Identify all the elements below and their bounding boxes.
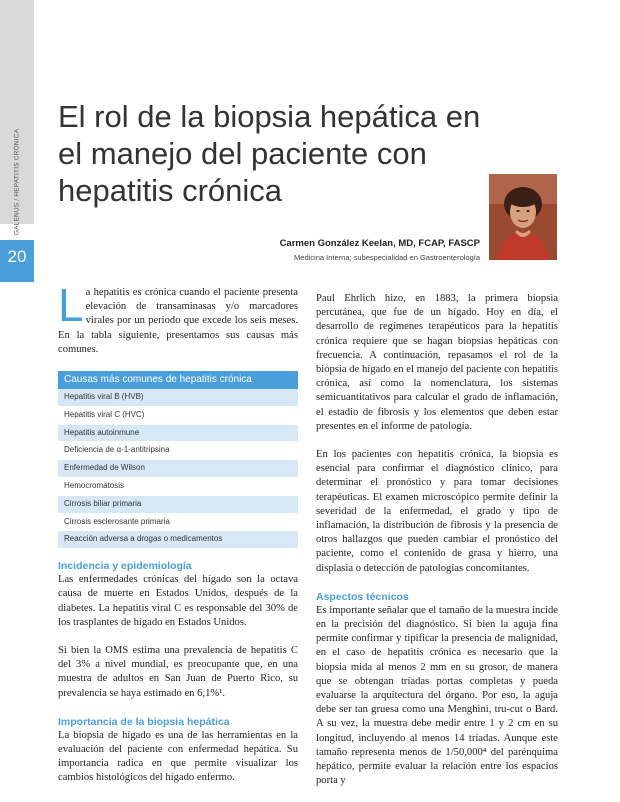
table-row: Cirrosis esclerosante primaria	[58, 514, 298, 532]
table-row: Reacción adversa a drogas o medicamentos	[58, 531, 298, 549]
causes-table	[58, 371, 298, 549]
heading-aspectos: Aspectos técnicos	[316, 590, 409, 603]
intro-text: a hepatitis es crónica cuando el paciente presenta elevación de transaminasas y/o marcadores virales por un periodo que excede los seis meses. En la tabla siguiente, presentamos sus causas más comunes.	[58, 287, 298, 355]
right-paragraph-1: Paul Ehrlich hizo, en 1883, la primera biopsia percutánea, que fue de un hígado. Hoy en día, el desarrollo de regímenes terapéuticos para la hepatitis crónica requiere que se hagan biopsias hepáticas con frecuencia. A continuación, repasamos el rol de la biopsia de hígado en el manejo del paciente con hepatitis crónica, así como la nomenclatura, los sistemas semicuantitativos para calcular el grado de inflamación, el estadio de fibrosis y los elementos que deben estar presentes en el informe de patología.	[316, 293, 558, 432]
table-row: Hemocromatosis	[58, 478, 298, 496]
author-name: Carmen González Keelan, MD, FCAP, FASCP	[279, 238, 480, 249]
table-row: Deficiencia de α-1-antitripsina	[58, 442, 298, 460]
section-label: GALENUS / HEPATITIS CRÓNICA	[13, 128, 21, 236]
dropcap: L	[58, 279, 84, 331]
aspectos-paragraph-1: Es importante señalar que el tamaño de la muestra incide en la precisión del diagnóstico. Si bien la aguja fina permite confirmar y tipificar la presencia de malignidad, en el caso de hepatitis crónica es necesario que la biopsia mida al menos 2 mm en su grosor, de manera que se obtengan tríadas portas completas y pueda evaluarse la arquitectura del órgano. Por eso, la aguja debe ser tan gruesa como una Menghini, tru-cut o Bard. A su vez, la muestra debe medir entre 1 y 2 cm en su longitud, incluyendo al menos 14 tríadas. Aunque este tamaño representa menos de 1/50,000⁴ del parénquima hepático, permite evaluar la relación entre los espacios porta y	[316, 604, 558, 787]
article-title: El rol de la biopsia hepática en el manejo del paciente con hepatitis crónica	[58, 99, 481, 208]
right-column	[316, 292, 558, 789]
author-portrait-image	[489, 174, 557, 260]
table-row: Cirrosis biliar primaria	[58, 496, 298, 514]
sidebar	[0, 0, 34, 802]
author-photo	[489, 174, 557, 260]
right-paragraph-2: En los pacientes con hepatitis crónica, la biopsia es esencial para confirmar el diagnóstico clínico, para determinar el pronóstico y para tomar decisiones terapéuticas. El examen microscópico permite definir la severidad de la enfermedad, el grado y tipo de inflamación, la distribución de fibrosis y la presencia de otros hallazgos que pueden cambiar el pronóstico del paciente, como el contenido de grasa y hierro, una displasia o detección de patologías concomitantes.	[316, 449, 558, 574]
intro-paragraph	[58, 279, 298, 357]
left-column	[58, 279, 298, 786]
heading-incidencia: Incidencia y epidemiología	[58, 560, 192, 573]
incidencia-paragraph-2: Si bien la OMS estima una prevalencia de hepatitis C del 3% a nivel mundial, es preocupante que, en una muestra de adultos en San Juan de Puerto Rico, su prevalencia se haya estimado en 6,1%¹.	[58, 645, 298, 699]
table-row: Enfermedad de Wilson	[58, 460, 298, 478]
heading-importancia: Importancia de la biopsia hepática	[58, 715, 230, 728]
table-row: Hepatitis viral B (HVB)	[58, 389, 298, 407]
page-number: 20	[7, 247, 27, 266]
table-row: Hepatitis autoinmune	[58, 425, 298, 443]
author-affiliation: Medicina Interna; subespecialidad en Gastroenterología	[294, 253, 480, 262]
table-row: Hepatitis viral C (HVC)	[58, 407, 298, 425]
importancia-paragraph-1: La biopsia de hígado es una de las herramientas en la evaluación del paciente con enfermedad hepática. Su importancia radica en que permite visualizar los cambios histológicos del hígado enfermo.	[58, 729, 298, 784]
incidencia-paragraph-1: Las enfermedades crónicas del hígado son la octava causa de muerte en Estados Unidos, después de la diabetes. La hepatitis viral C es responsable del 30% de los trasplantes de hígado en Estados Unidos.	[58, 574, 298, 628]
causes-table-header: Causas más comunes de hepatitis crónica	[58, 371, 298, 389]
